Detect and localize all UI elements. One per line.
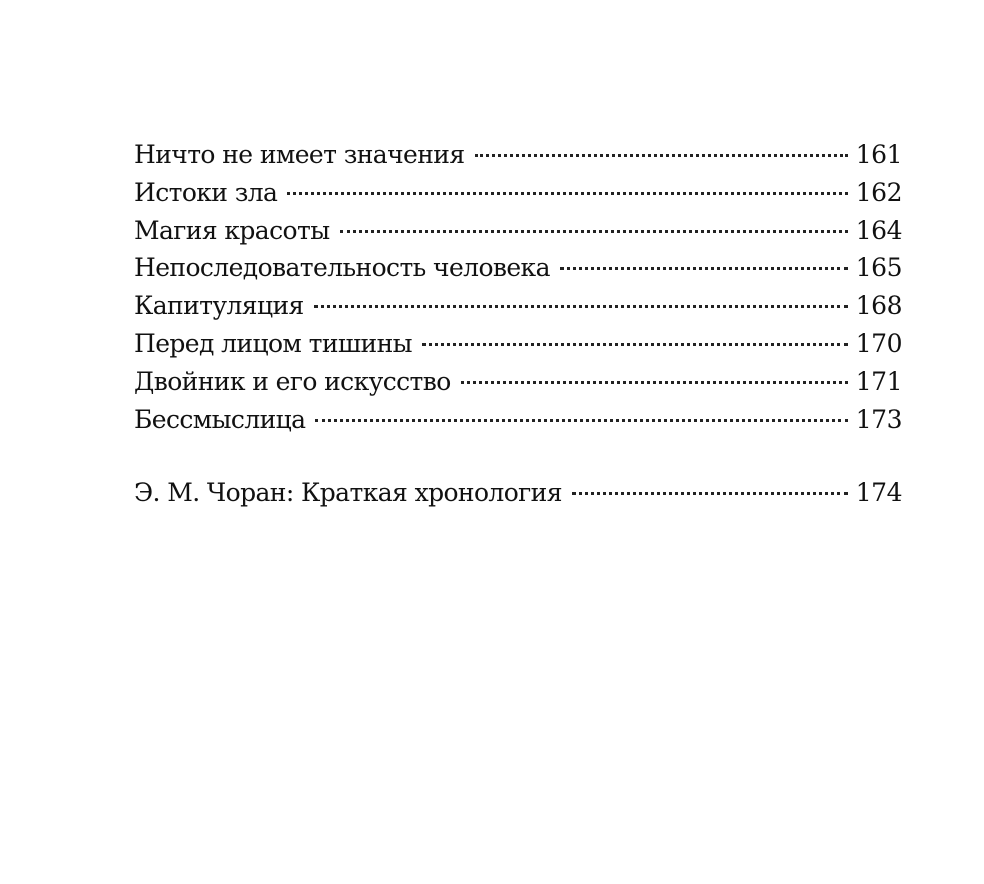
- toc-entry[interactable]: [134, 212, 902, 250]
- toc-entry-title: Двойник и его искусство: [134, 366, 451, 396]
- toc-entry-title: Капитуляция: [134, 291, 304, 321]
- dot-leader: [475, 154, 848, 157]
- toc-entry-title: Ничто не имеет значения: [134, 140, 465, 169]
- toc-entry-page: 168: [855, 291, 902, 321]
- toc-entry-page: 164: [855, 215, 902, 245]
- dot-leader: [560, 267, 848, 270]
- toc-appendix-list: [134, 474, 902, 512]
- toc-entry-title: Магия красоты: [134, 215, 330, 245]
- toc-entry[interactable]: [134, 174, 902, 212]
- toc-entry-title: Истоки зла: [134, 177, 278, 207]
- dot-leader: [422, 343, 848, 346]
- toc-entry[interactable]: [134, 401, 902, 439]
- toc-entry-title: Перед лицом тишины: [134, 328, 412, 358]
- dot-leader: [340, 230, 848, 233]
- toc-entry-page: 165: [855, 253, 902, 283]
- toc-entry-page: 174: [855, 478, 902, 508]
- toc-entry[interactable]: [134, 136, 902, 174]
- toc-entry-title: Непоследовательность человека: [134, 253, 550, 283]
- table-of-contents: [134, 136, 902, 512]
- toc-entry[interactable]: [134, 249, 902, 287]
- toc-entry-page: 161: [855, 140, 902, 169]
- toc-entry-page: 170: [855, 328, 902, 358]
- dot-leader: [315, 419, 847, 422]
- toc-entry[interactable]: [134, 287, 902, 325]
- dot-leader: [287, 192, 847, 195]
- toc-entry-chronology[interactable]: [134, 474, 902, 512]
- toc-entry-title: Бессмыслица: [134, 404, 306, 434]
- toc-entry-page: 173: [855, 404, 902, 434]
- toc-entry[interactable]: [134, 363, 902, 401]
- dot-leader: [314, 305, 848, 308]
- toc-main-list: [134, 136, 902, 438]
- dot-leader: [572, 492, 848, 495]
- dot-leader: [461, 381, 848, 384]
- toc-entry-page: 162: [855, 177, 902, 207]
- toc-entry-title: Э. М. Чоран: Краткая хронология: [134, 478, 562, 508]
- toc-entry[interactable]: [134, 325, 902, 363]
- toc-entry-page: 171: [855, 366, 902, 396]
